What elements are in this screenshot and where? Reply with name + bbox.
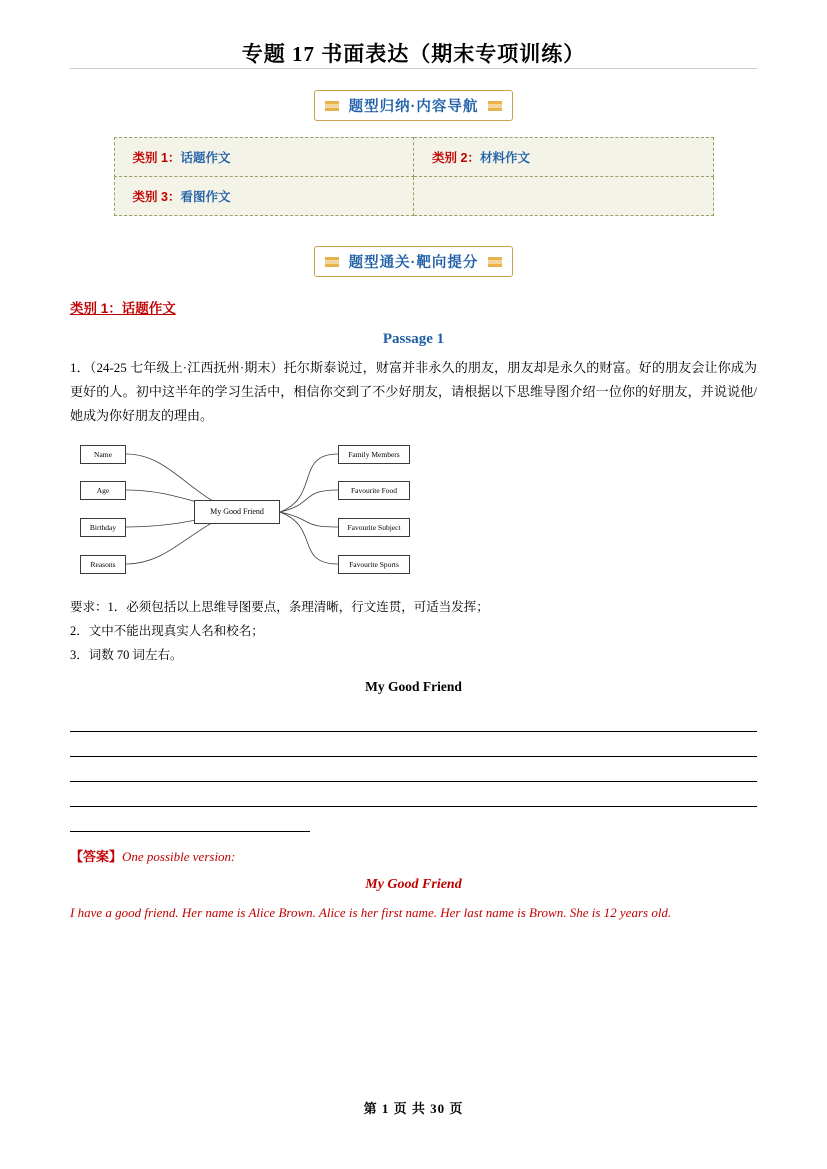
answer-label	[70, 846, 757, 865]
nav-val-2: 材料作文	[479, 150, 530, 165]
table-row	[114, 177, 713, 216]
nav-val-3: 看图作文	[180, 189, 231, 204]
nav-val-1: 话题作文	[180, 150, 231, 165]
answer-label-text: One possible version:	[122, 849, 236, 865]
mindmap-node-name: Name	[80, 445, 126, 464]
mindmap-node-center: My Good Friend	[194, 500, 280, 524]
banner-navigation	[314, 90, 514, 121]
writing-line[interactable]	[70, 807, 310, 832]
page-title: 专题 17 书面表达（期末专项训练）	[241, 42, 586, 66]
nav-cat-3: 类别 3：	[132, 189, 181, 204]
answer-bracket: 【答案】	[70, 849, 123, 865]
banner-practice-label: 题型通关·靶向提分	[348, 255, 479, 271]
nav-cat-2: 类别 2：	[432, 150, 480, 165]
banner-navigation-label: 题型归纳·内容导航	[348, 99, 479, 115]
question-text: 1．（24-25 七年级上·江西抚州·期末）托尔斯泰说过，财富并非永久的朋友，朋友却是永久的财富。好的朋友会让你成为更好的人。初中这半年的学习生活中，相信你交到了不少好朋友，请根据以下思维导图介绍一位你的好朋友，并说说他/她成为你好朋友的理由。	[70, 360, 757, 424]
requirement-line-2: 2．文中不能出现真实人名和校名；	[70, 623, 264, 638]
ribbon-right-icon	[488, 254, 502, 270]
writing-line[interactable]	[70, 732, 757, 757]
requirement-line-1: 要求：1．必须包括以上思维导图要点，条理清晰，行文连贯，可适当发挥；	[70, 600, 489, 615]
ribbon-right-icon	[488, 98, 502, 114]
nav-cell-4	[414, 177, 714, 216]
writing-line[interactable]	[70, 757, 757, 782]
mindmap-node-favourite-food: Favourite Food	[338, 481, 410, 500]
nav-cell-1[interactable]	[114, 138, 414, 177]
nav-cell-2[interactable]	[414, 138, 714, 177]
ribbon-left-icon	[325, 98, 339, 114]
category-nav-table	[114, 137, 714, 216]
banner-practice	[314, 246, 514, 277]
passage-title: Passage 1	[382, 331, 445, 347]
header-divider	[70, 68, 757, 69]
writing-line[interactable]	[70, 707, 757, 732]
mindmap-node-family-members: Family Members	[338, 445, 410, 464]
mindmap-node-age: Age	[80, 481, 126, 500]
section-heading: 类别 1：话题作文	[70, 301, 176, 316]
nav-cat-1: 类别 1：	[132, 150, 181, 165]
mindmap-node-favourite-subject: Favourite Subject	[338, 518, 410, 537]
banner-navigation-wrap	[70, 90, 757, 121]
answer-body: I have a good friend. Her name is Alice Brown. Alice is her first name. Her last name is Brown. She is 12 years old.	[70, 905, 672, 921]
writing-line[interactable]	[70, 782, 757, 807]
requirement-line-3: 3．词数 70 词左右。	[70, 647, 183, 662]
mindmap-diagram	[80, 442, 410, 582]
answer-title: My Good Friend	[365, 877, 462, 893]
nav-cell-3[interactable]	[114, 177, 414, 216]
writing-area[interactable]	[70, 707, 757, 832]
mindmap-node-reasons: Reasons	[80, 555, 126, 574]
mindmap-node-birthday: Birthday	[80, 518, 126, 537]
table-row	[114, 138, 713, 177]
banner-practice-wrap	[70, 246, 757, 277]
mindmap-node-favourite-sports: Favourite Sports	[338, 555, 410, 574]
page-footer: 第 1 页 共 30 页	[363, 1101, 464, 1116]
ribbon-left-icon	[325, 254, 339, 270]
essay-title: My Good Friend	[365, 679, 462, 695]
